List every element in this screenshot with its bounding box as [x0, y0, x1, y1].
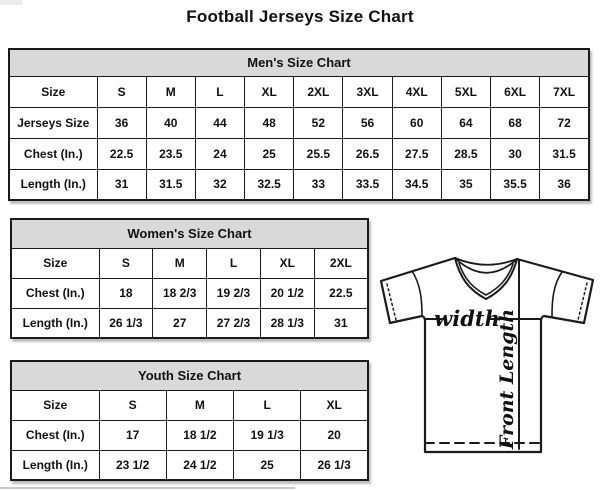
table-cell: 31.5 — [540, 138, 589, 169]
table-row — [9, 107, 589, 138]
table-cell: 28.5 — [441, 138, 490, 169]
front-length-label: Front Length — [496, 308, 518, 450]
jersey-outline — [381, 258, 593, 452]
table-cell: 18 1/2 — [166, 420, 233, 450]
table-cell: 28 1/3 — [260, 308, 314, 338]
table-cell: 31.5 — [146, 169, 195, 200]
table-cell: S — [97, 76, 146, 107]
row-label: Size — [11, 390, 99, 420]
table-cell: 25 — [245, 138, 294, 169]
table-cell: 64 — [441, 107, 490, 138]
table-cell: 23 1/2 — [99, 450, 166, 480]
jersey-measurement-diagram — [376, 215, 598, 483]
table-cell: M — [153, 248, 207, 278]
table-row — [11, 308, 368, 338]
table-cell: 40 — [146, 107, 195, 138]
table-cell: 20 — [301, 420, 368, 450]
table-cell: 27 — [153, 308, 207, 338]
table-cell: 52 — [294, 107, 343, 138]
table-cell: 7XL — [540, 76, 589, 107]
table-cell: 31 — [314, 308, 368, 338]
table-cell: 33.5 — [343, 169, 392, 200]
table-cell: XL — [245, 76, 294, 107]
table-cell: 19 2/3 — [207, 278, 261, 308]
table-cell: 17 — [99, 420, 166, 450]
womens-size-table — [10, 218, 369, 339]
row-label: Chest (In.) — [9, 138, 97, 169]
row-label: Length (In.) — [9, 169, 97, 200]
womens-table-title: Women's Size Chart — [11, 219, 368, 248]
row-label: Jerseys Size — [9, 107, 97, 138]
table-cell: M — [146, 76, 195, 107]
page-title: Football Jerseys Size Chart — [186, 7, 414, 26]
table-cell: 60 — [392, 107, 441, 138]
table-cell: 33 — [294, 169, 343, 200]
mens-size-table — [8, 48, 590, 201]
table-cell: L — [195, 76, 244, 107]
row-label: Chest (In.) — [11, 278, 99, 308]
table-cell: 3XL — [343, 76, 392, 107]
table-cell: 19 1/3 — [234, 420, 301, 450]
table-cell: 24 — [195, 138, 244, 169]
table-cell: 36 — [97, 107, 146, 138]
table-cell: 31 — [97, 169, 146, 200]
table-cell: S — [99, 390, 166, 420]
table-cell: 48 — [245, 107, 294, 138]
table-cell: 26 1/3 — [99, 308, 153, 338]
row-label: Length (In.) — [11, 450, 99, 480]
table-cell: 6XL — [491, 76, 540, 107]
table-cell: 26 1/3 — [301, 450, 368, 480]
table-cell: 27 2/3 — [207, 308, 261, 338]
table-cell: 72 — [540, 107, 589, 138]
table-cell: 34.5 — [392, 169, 441, 200]
table-cell: L — [234, 390, 301, 420]
table-cell: XL — [260, 248, 314, 278]
table-cell: 20 1/2 — [260, 278, 314, 308]
table-cell: 27.5 — [392, 138, 441, 169]
table-cell: 30 — [491, 138, 540, 169]
table-cell: 2XL — [294, 76, 343, 107]
table-row — [11, 278, 368, 308]
top-left-artifact — [0, 0, 22, 5]
table-cell: 22.5 — [314, 278, 368, 308]
table-row — [11, 420, 368, 450]
table-cell: 25.5 — [294, 138, 343, 169]
youth-size-table — [10, 360, 369, 481]
table-cell: 4XL — [392, 76, 441, 107]
table-cell: 32 — [195, 169, 244, 200]
youth-table-title: Youth Size Chart — [11, 361, 368, 390]
table-cell: 68 — [491, 107, 540, 138]
table-cell: XL — [301, 390, 368, 420]
table-cell: 25 — [234, 450, 301, 480]
table-row — [9, 138, 589, 169]
table-cell: 26.5 — [343, 138, 392, 169]
table-cell: S — [99, 248, 153, 278]
bottom-left-artifact — [0, 487, 295, 489]
table-row — [11, 248, 368, 278]
row-label: Size — [11, 248, 99, 278]
row-label: Length (In.) — [11, 308, 99, 338]
table-row — [9, 76, 589, 107]
table-cell: 24 1/2 — [166, 450, 233, 480]
row-label: Chest (In.) — [11, 420, 99, 450]
mens-table-title: Men's Size Chart — [9, 49, 589, 76]
table-row — [9, 169, 589, 200]
table-cell: 5XL — [441, 76, 490, 107]
table-cell: 22.5 — [97, 138, 146, 169]
row-label: Size — [9, 76, 97, 107]
table-cell: 32.5 — [245, 169, 294, 200]
table-cell: 35 — [441, 169, 490, 200]
table-row — [11, 450, 368, 480]
table-cell: L — [207, 248, 261, 278]
width-label: width — [434, 306, 500, 331]
table-cell: 44 — [195, 107, 244, 138]
table-cell: 56 — [343, 107, 392, 138]
table-cell: 23.5 — [146, 138, 195, 169]
table-cell: M — [166, 390, 233, 420]
table-cell: 2XL — [314, 248, 368, 278]
table-cell: 18 — [99, 278, 153, 308]
table-cell: 18 2/3 — [153, 278, 207, 308]
table-cell: 35.5 — [491, 169, 540, 200]
table-cell: 36 — [540, 169, 589, 200]
table-row — [11, 390, 368, 420]
